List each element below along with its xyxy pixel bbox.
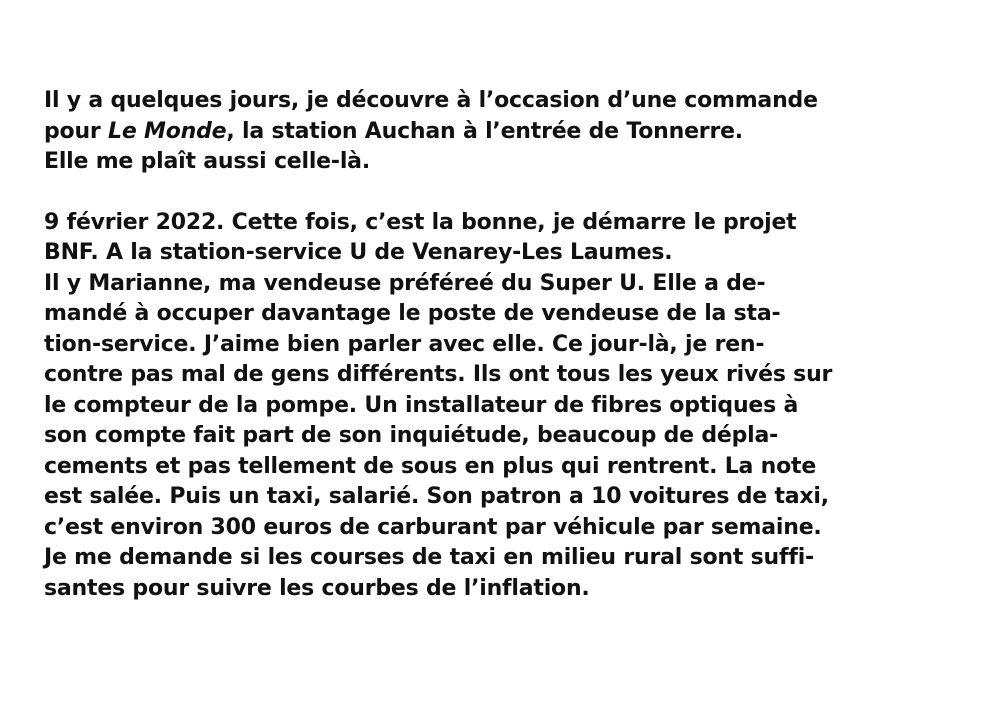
text-line	[44, 117, 960, 148]
text-line: son compte fait part de son inquiétude, beaucoup de dépla-	[44, 423, 779, 448]
text-line: Il y a quelques jours, je découvre à l’occasion d’une commande	[44, 88, 818, 113]
paragraph-2	[44, 208, 960, 605]
text-line: cements et pas tellement de sous en plus qui rentrent. La note	[44, 453, 817, 479]
text-line: Je me demande si les courses de taxi en milieu rural sont suffi-	[44, 545, 814, 570]
text-line: est salée. Puis un taxi, salarié. Son patron a 10 voitures de taxi,	[44, 484, 829, 509]
text-line: mandé à occuper davantage le poste de vendeuse de la sta-	[44, 301, 781, 326]
text-line: c’est environ 300 euros de carburant par véhicule par semaine.	[44, 514, 822, 540]
text-fragment: , la station Auchan à l’entrée de Tonnerre.	[226, 118, 743, 144]
newspaper-title: Le Monde	[108, 118, 227, 144]
text-fragment: pour	[44, 118, 109, 144]
text-line: le compteur de la pompe. Un installateur de fibres optiques à	[44, 392, 799, 418]
text-line: 9 février 2022. Cette fois, c’est la bonne, je démarre le projet	[44, 209, 797, 235]
text-line: Il y Marianne, ma vendeuse préféreé du Super U. Elle a de-	[44, 270, 766, 296]
text-line: Elle me plaît aussi celle-là.	[44, 149, 370, 174]
text-line: tion-service. J’aime bien parler avec elle. Ce jour-là, je ren-	[44, 331, 765, 357]
text-line: contre pas mal de gens différents. Ils ont tous les yeux rivés sur	[44, 362, 833, 387]
text-line: santes pour suivre les courbes de l’inflation.	[44, 575, 590, 601]
text-line: BNF. A la station-service U de Venarey-Les Laumes.	[44, 240, 673, 265]
paragraph-1	[44, 86, 960, 178]
